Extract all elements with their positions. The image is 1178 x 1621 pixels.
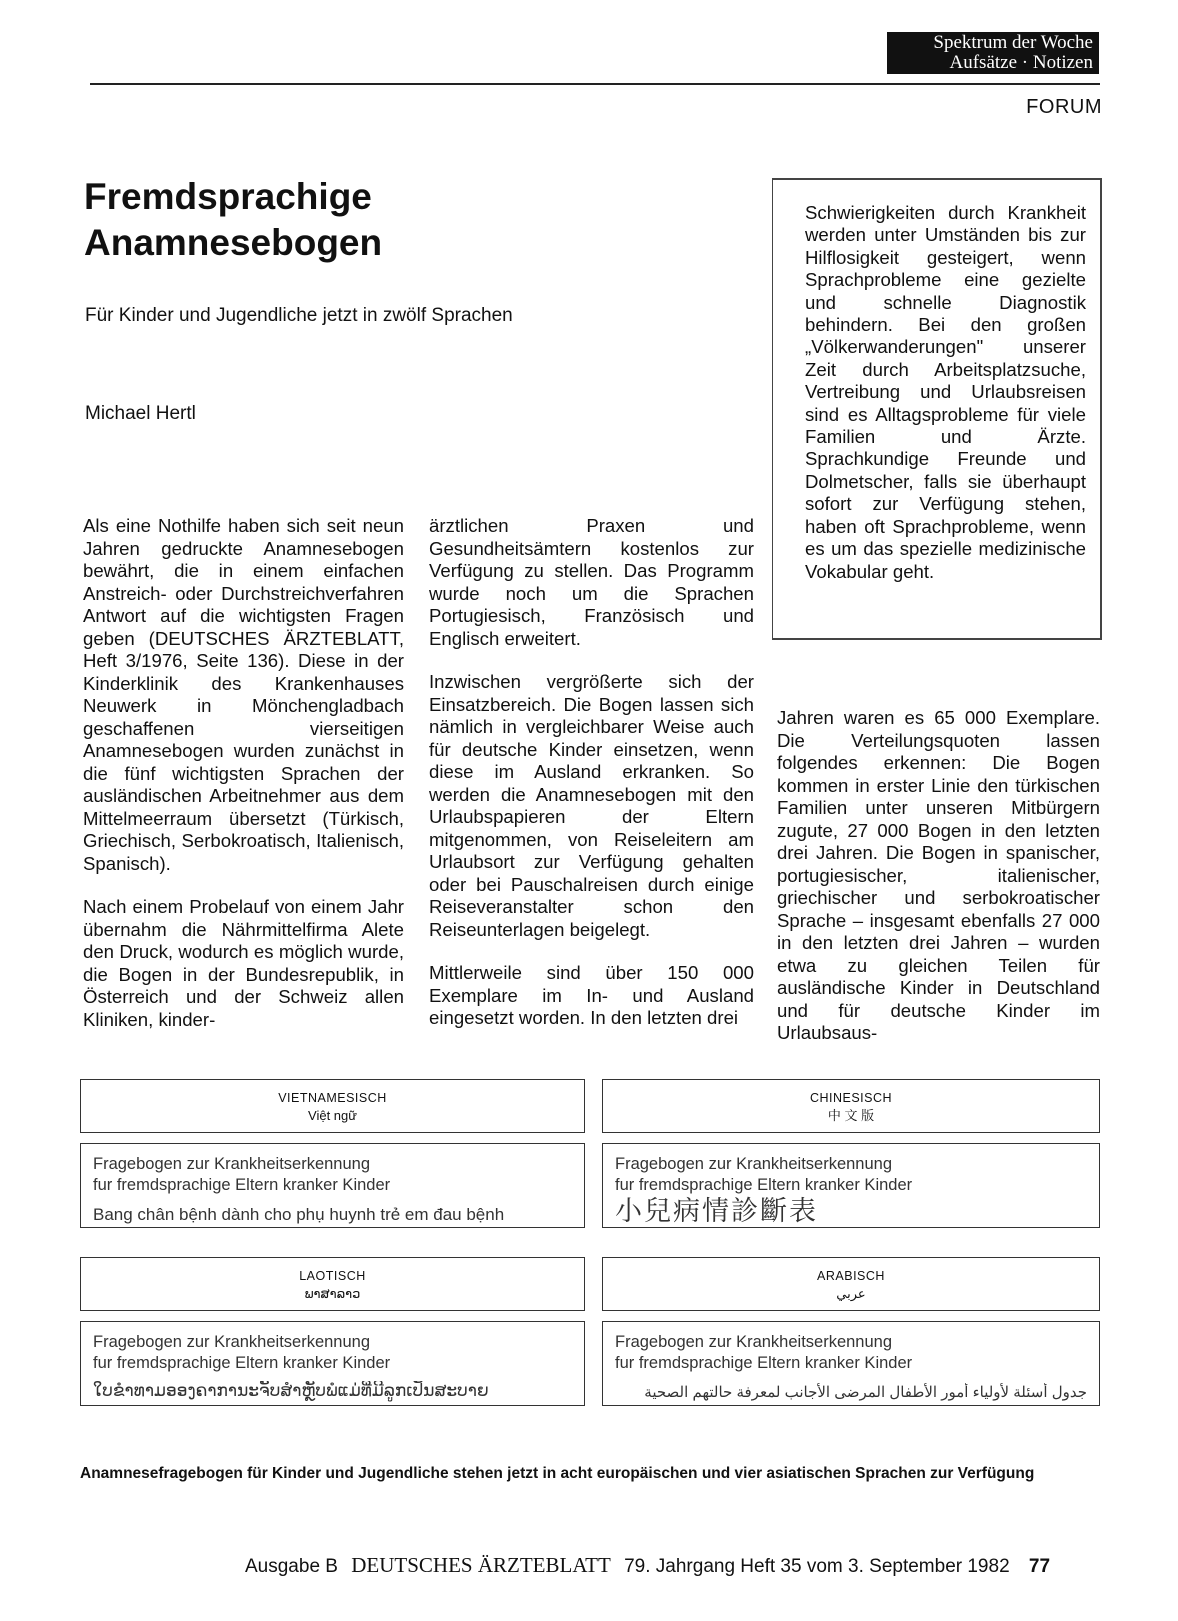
lang-label-vietnamese <box>80 1079 585 1133</box>
card-native-title: 小兒病情診斷表 <box>615 1196 818 1226</box>
card-line1: Fragebogen zur Krankheitserkennung <box>615 1155 893 1173</box>
card-line2: fur fremdsprachige Eltern kranker Kinder <box>93 1353 391 1372</box>
page-footer <box>245 1553 1050 1578</box>
lang-native-name: ພາສາລາວ <box>304 1286 361 1301</box>
lang-native-name: 中 文 版 <box>827 1108 875 1123</box>
paragraph: Als eine Nothilfe haben sich seit neun Jahren gedruckte Anamnesebogen bewährt, die in einem einfachen Anstreich- oder Durchstreichverfahren Antwort auf die wichtigsten Fragen geben (DEUTSCHES ÄRZTEBLATT, Heft 3/1976, Seite 136). Diese in der Kinderklinik des Krankenhauses Neuwerk in Mönchengladbach geschaffenen vierseitigen Anamnesebogen wurden zunächst in die fünf wichtigsten Sprachen der ausländischen Arbeitnehmer aus dem Mittelmeerraum übersetzt (Türkisch, Griechisch, Serbokroatisch, Italienisch, Spanisch). <box>83 515 404 874</box>
lang-native-name: Việt ngữ <box>308 1108 357 1123</box>
lang-card-vietnamese <box>80 1143 585 1228</box>
sidebar-text: Schwierigkeiten durch Krankheit werden unter Umständen bis zur Hilflosigkeit gesteigert, wenn Sprachprobleme eine gezielte und schnelle Diagnostik behindern. Bei den großen „Völkerwanderungen" unserer Zeit durch Arbeitsplatzsuche, Vertreibung und Urlaubsreisen sind es Alltagsprobleme für viele Familien und Ärzte. Sprachkundige Freunde und Dolmetscher, falls sie überhaupt sofort zur Verfügung stehen, haben oft Sprachprobleme, wenn es um das spezielle medizinische Vokabular geht. <box>805 202 1086 582</box>
sidebar-box <box>772 178 1102 640</box>
lang-name: ARABISCH <box>817 1269 885 1283</box>
lang-label-arabic <box>602 1257 1100 1311</box>
column-2 <box>429 515 754 1051</box>
paragraph: ärztlichen Praxen und Gesundheitsämtern kostenlos zur Verfügung zu stellen. Das Programm wurde noch um die Sprachen Portugiesisch, Französisch und Englisch erweitert. <box>429 515 754 649</box>
paragraph: Mittlerweile sind über 150 000 Exemplare im In- und Ausland eingesetzt worden. In den letzten drei <box>429 962 754 1028</box>
section-label-line1: Spektrum der Woche <box>933 32 1093 53</box>
lang-card-arabic <box>602 1321 1100 1406</box>
lang-card-lao <box>80 1321 585 1406</box>
card-line1: Fragebogen zur Krankheitserkennung <box>93 1155 371 1173</box>
article-subtitle: Für Kinder und Jugendliche jetzt in zwölf Sprachen <box>85 305 513 326</box>
article-author: Michael Hertl <box>85 403 196 424</box>
paragraph: Inzwischen vergrößerte sich der Einsatzbereich. Die Bogen lassen sich nämlich in vergleichbarer Weise auch für deutsche Kinder einsetzen, wenn diese im Ausland erkranken. So werden die Anamnesebogen mit den Urlaubspapieren der Eltern mitgenommen, von Reiseleitern am Urlaubsort zur Verfügung gehalten oder bei Pauschalreisen durch einige Reiseveranstalter schon den Reiseunterlagen beigelegt. <box>429 671 754 940</box>
category-label: FORUM <box>1026 96 1102 118</box>
card-line1: Fragebogen zur Krankheitserkennung <box>615 1333 893 1351</box>
lang-name: CHINESISCH <box>809 1091 893 1105</box>
card-native-title: ໃບຂໍາທາມອອງຄາການະຈັບສໍາຫຼັບພໍແມ່ທີ່ມີລູກເປັນສະບາຍ <box>93 1381 489 1400</box>
section-label <box>887 32 1099 74</box>
footer-edition: Ausgabe B <box>245 1556 338 1577</box>
column-1 <box>83 515 404 1052</box>
card-line2: fur fremdsprachige Eltern kranker Kinder <box>615 1353 913 1372</box>
paragraph: Jahren waren es 65 000 Exemplare. Die Verteilungsquoten lassen folgendes erkennen: Die Bogen kommen in erster Linie den türkischen Familien unter unseren Mitbürgern zugute, 27 000 Bogen in den letzten drei Jahren. Die Bogen in spanischer, portugiesischer, italienischer, griechischer und serbokroatischer Sprache – insgesamt ebenfalls 27 000 in den letzten drei Jahren – wurden etwa zu gleichen Teilen für ausländische Kinder in Deutschland und für deutsche Kinder im Urlaubsaus- <box>777 707 1100 1043</box>
header-rule <box>90 83 1100 85</box>
article-title-line2: Anamnesebogen <box>84 222 383 263</box>
card-native-title: Bang chân bệnh dành cho phụ huynh trẻ em đau bệnh <box>93 1205 505 1224</box>
lang-label-chinese <box>602 1079 1100 1133</box>
card-line2: fur fremdsprachige Eltern kranker Kinder <box>615 1175 913 1194</box>
page-number: 77 <box>1028 1556 1051 1577</box>
footer-journal: DEUTSCHES ÄRZTEBLATT <box>351 1553 611 1577</box>
lang-native-name: عربي <box>836 1286 866 1301</box>
lang-label-lao <box>80 1257 585 1311</box>
paragraph: Nach einem Probelauf von einem Jahr übernahm die Nährmittelfirma Alete den Druck, wodurch es möglich wurde, die Bogen in der Bundesrepublik, in Österreich und der Schweiz allen Kliniken, kinder- <box>83 896 404 1030</box>
card-native-title: جدول أسئلة لأولياء أمور الأطفال المرضى الأجانب لمعرفة حالتهم الصحية <box>644 1384 1087 1401</box>
card-line2: fur fremdsprachige Eltern kranker Kinder <box>93 1175 391 1194</box>
article-title <box>84 174 604 266</box>
lang-name: VIETNAMESISCH <box>278 1091 387 1105</box>
article-title-line1: Fremdsprachige <box>84 176 372 217</box>
card-line1: Fragebogen zur Krankheitserkennung <box>93 1333 371 1351</box>
footer-issue: 79. Jahrgang Heft 35 vom 3. September 1982 <box>624 1556 1010 1577</box>
section-label-line2: Aufsätze · Notizen <box>949 52 1093 73</box>
lang-card-chinese <box>602 1143 1100 1228</box>
figure-caption: Anamnesefragebogen für Kinder und Jugendliche stehen jetzt in acht europäischen und vier asiatischen Sprachen zur Verfügung <box>80 1465 1035 1482</box>
lang-name: LAOTISCH <box>299 1269 366 1283</box>
column-3 <box>777 707 1100 1066</box>
